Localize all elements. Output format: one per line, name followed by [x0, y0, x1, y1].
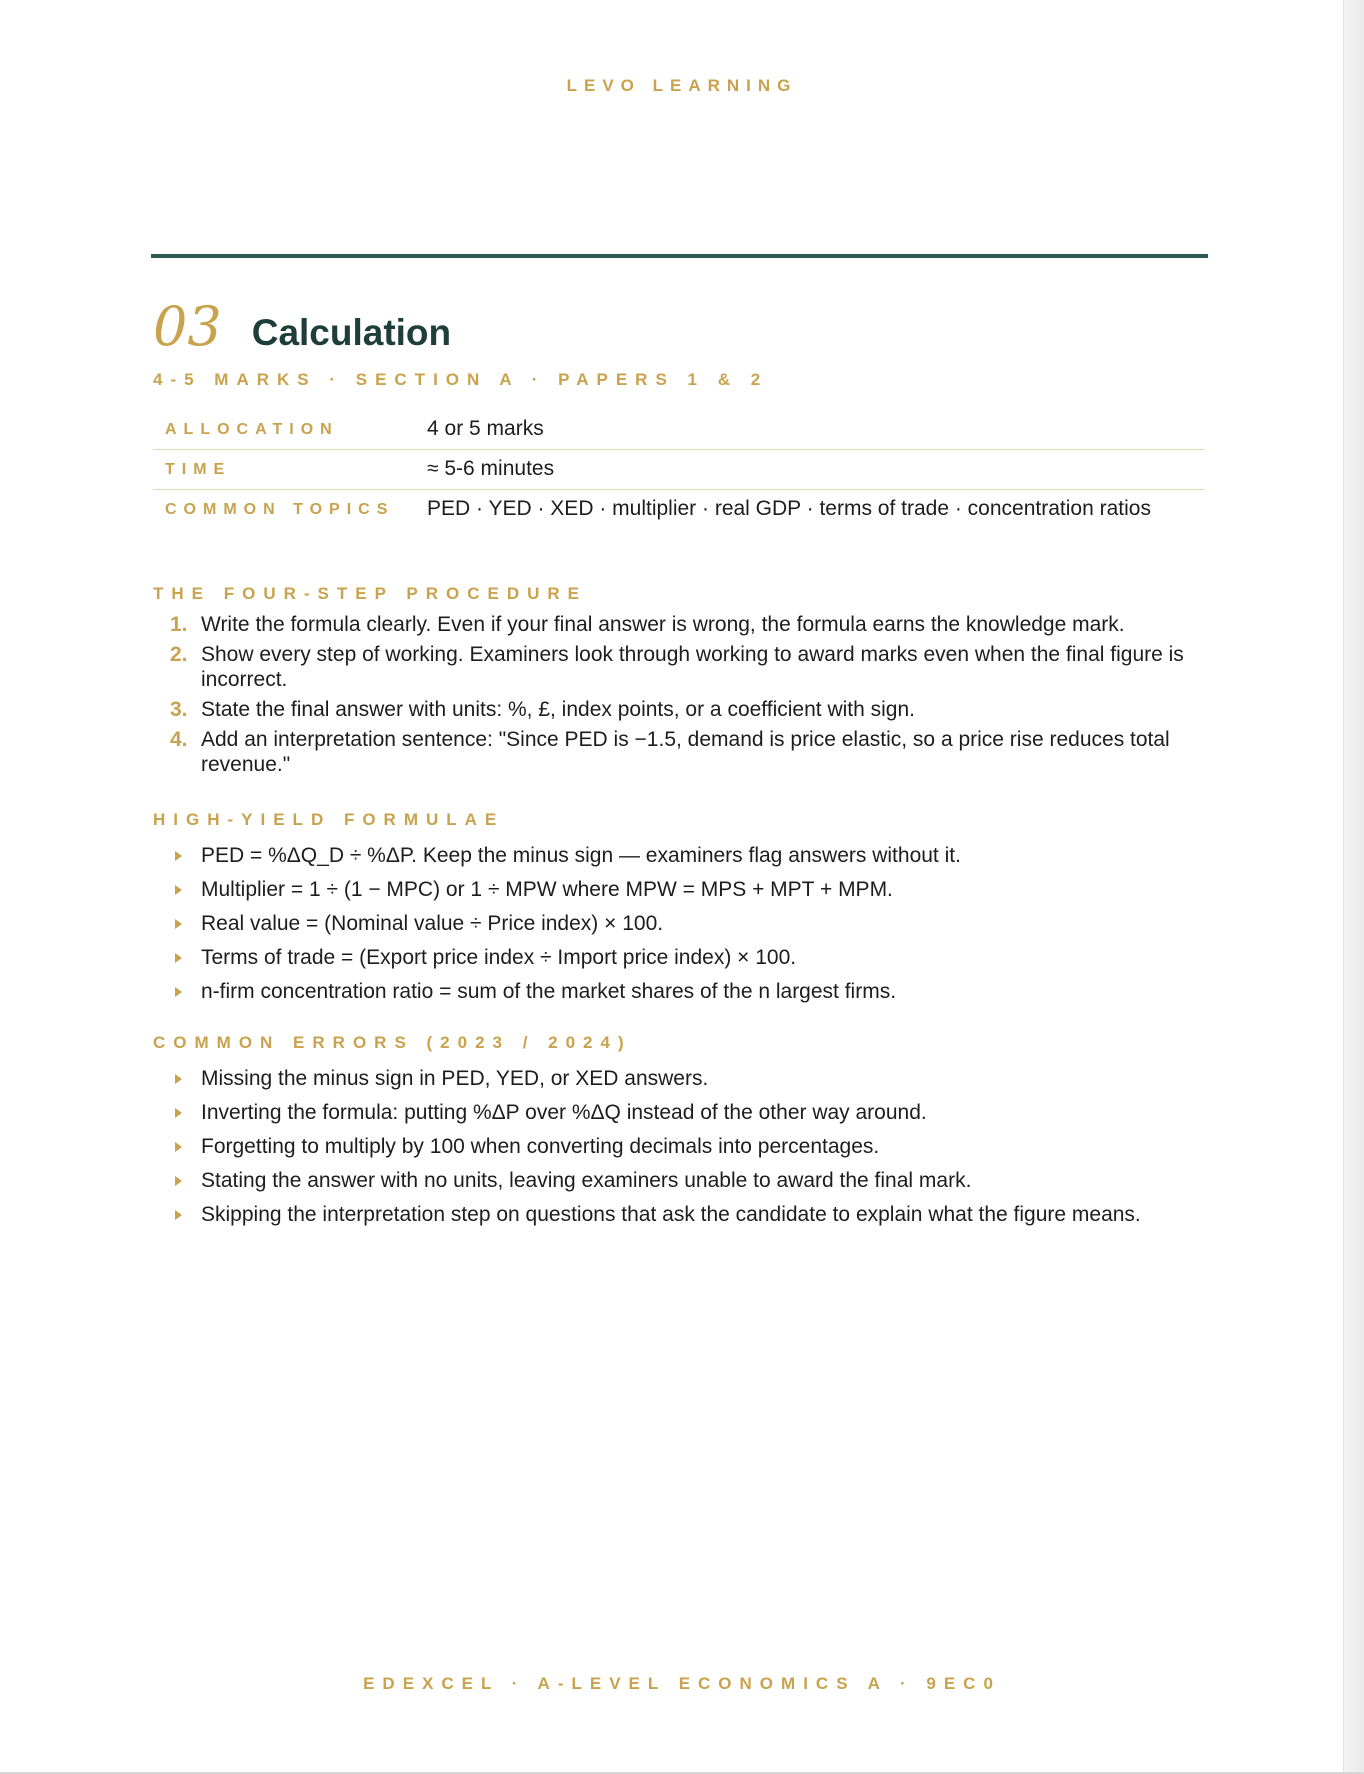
- formulae-list: [173, 843, 1173, 1013]
- procedure-step: [170, 727, 1210, 777]
- error-text: Inverting the formula: putting %ΔP over %ΔQ instead of the other way around.: [201, 1101, 927, 1124]
- formula-text: PED = %ΔQ_D ÷ %ΔP. Keep the minus sign — examiners flag answers without it.: [201, 844, 961, 867]
- procedure-step: [170, 697, 1210, 722]
- step-number: 1.: [170, 613, 188, 636]
- procedure-steps: [170, 612, 1210, 782]
- formula-text: Real value = (Nominal value ÷ Price index) × 100.: [201, 912, 664, 935]
- running-header: LEVO LEARNING: [566, 76, 798, 95]
- step-text: Show every step of working. Examiners look through working to award marks even when the final figure is incorrect.: [201, 643, 1184, 691]
- formula-item: [173, 911, 1173, 937]
- error-text: Stating the answer with no units, leaving examiners unable to award the final mark.: [201, 1169, 972, 1192]
- error-text: Missing the minus sign in PED, YED, or XED answers.: [201, 1067, 709, 1090]
- bullet-triangle-icon: [175, 1108, 182, 1118]
- formula-text: Terms of trade = (Export price index ÷ Import price index) × 100.: [201, 946, 797, 969]
- step-text: Write the formula clearly. Even if your final answer is wrong, the formula earns the knowledge mark.: [201, 613, 1125, 636]
- section-title: Calculation: [251, 312, 452, 353]
- bullet-triangle-icon: [175, 885, 182, 895]
- meta-row-allocation: [153, 410, 1205, 450]
- procedure-step: [170, 612, 1210, 637]
- bullet-triangle-icon: [175, 1142, 182, 1152]
- bullet-triangle-icon: [175, 987, 182, 997]
- step-text: Add an interpretation sentence: "Since PED is −1.5, demand is price elastic, so a price rise reduces total revenue.": [201, 728, 1170, 776]
- formula-item: [173, 945, 1173, 971]
- meta-label: TIME: [153, 450, 415, 490]
- bullet-triangle-icon: [175, 953, 182, 963]
- formula-item: [173, 877, 1173, 903]
- error-item: [173, 1100, 1173, 1126]
- meta-table: [153, 410, 1205, 529]
- section-divider: [151, 254, 1208, 258]
- step-number: 3.: [170, 698, 188, 721]
- formula-text: Multiplier = 1 ÷ (1 − MPC) or 1 ÷ MPW where MPW = MPS + MPT + MPM.: [201, 878, 893, 901]
- error-text: Skipping the interpretation step on questions that ask the candidate to explain what the figure means.: [201, 1203, 1141, 1226]
- step-number: 4.: [170, 728, 188, 751]
- formulae-heading: HIGH-YIELD FORMULAE: [153, 810, 505, 829]
- meta-label: COMMON TOPICS: [153, 490, 415, 530]
- section-subtitle: 4-5 MARKS · SECTION A · PAPERS 1 & 2: [153, 370, 769, 389]
- procedure-step: [170, 642, 1210, 692]
- formula-text: n-firm concentration ratio = sum of the market shares of the n largest firms.: [201, 980, 897, 1003]
- error-text: Forgetting to multiply by 100 when converting decimals into percentages.: [201, 1135, 880, 1158]
- meta-value: ≈ 5-6 minutes: [415, 450, 1205, 490]
- bullet-triangle-icon: [175, 851, 182, 861]
- bullet-triangle-icon: [175, 1176, 182, 1186]
- errors-heading: COMMON ERRORS (2023 / 2024): [153, 1033, 632, 1052]
- section-title-row: [153, 295, 451, 358]
- bullet-triangle-icon: [175, 1074, 182, 1084]
- meta-row-topics: [153, 490, 1205, 530]
- bullet-triangle-icon: [175, 919, 182, 929]
- step-number: 2.: [170, 643, 188, 666]
- formula-item: [173, 843, 1173, 869]
- error-item: [173, 1134, 1173, 1160]
- running-footer: EDEXCEL · A-LEVEL ECONOMICS A · 9EC0: [363, 1674, 1001, 1693]
- meta-row-time: [153, 450, 1205, 490]
- meta-label: ALLOCATION: [165, 421, 339, 438]
- errors-list: [173, 1066, 1173, 1236]
- meta-value: 4 or 5 marks: [427, 417, 544, 440]
- formula-item: [173, 979, 1173, 1005]
- bullet-triangle-icon: [175, 1210, 182, 1220]
- procedure-heading: THE FOUR-STEP PROCEDURE: [153, 584, 587, 603]
- page-edge: [1343, 0, 1364, 1774]
- error-item: [173, 1202, 1173, 1228]
- meta-value: PED · YED · XED · multiplier · real GDP · terms of trade · concentration ratios: [415, 490, 1205, 530]
- error-item: [173, 1066, 1173, 1092]
- step-text: State the final answer with units: %, £, index points, or a coefficient with sign.: [201, 698, 915, 721]
- error-item: [173, 1168, 1173, 1194]
- section-number: 03: [153, 295, 222, 358]
